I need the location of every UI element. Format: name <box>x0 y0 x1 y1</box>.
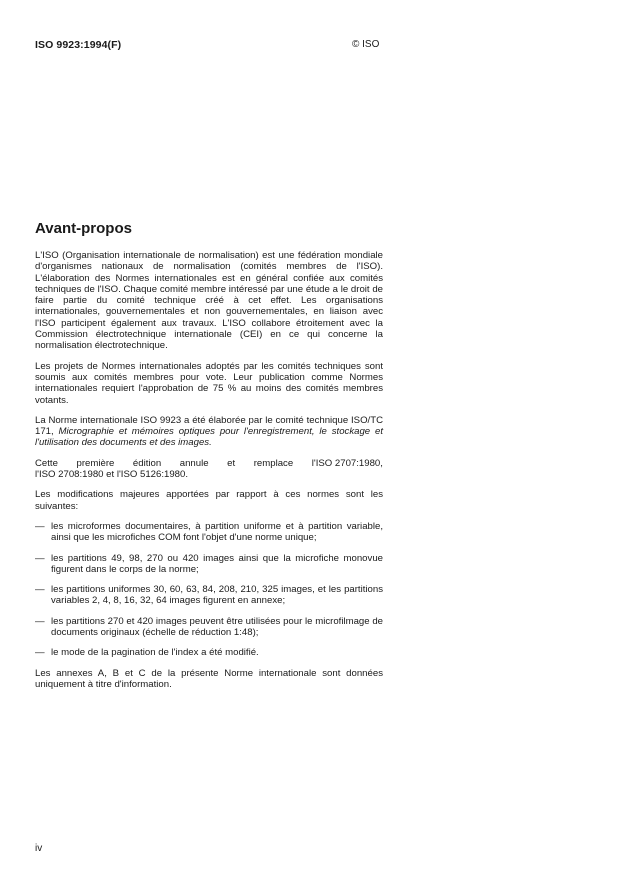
edition-word: annule <box>179 457 209 469</box>
edition-word: première <box>76 457 115 469</box>
edition-word: édition <box>132 457 162 469</box>
list-item <box>35 584 383 607</box>
paragraph-technical-committee <box>35 415 383 449</box>
list-item <box>35 616 383 639</box>
paragraph-annexes: Les annexes A, B et C de la présente Norme internationale sont données uniquement à titre d'information. <box>35 667 383 690</box>
edition-first-line <box>35 458 383 469</box>
edition-word: et <box>227 457 236 469</box>
dash-marker: — <box>35 552 45 564</box>
paragraph-iso-organisation: L'ISO (Organisation internationale de normalisation) est une fédération mondiale d'organismes nationaux de normalisation (comités membres de l'ISO). L'élaboration des Normes internationales est en général confiée aux comités techniques de l'ISO. Chaque comité membre intéressé par une étude a le droit de faire partie du comité technique créé à cet effet. Les organisations internationales, gouvernementales et non gouvernementales, en liaison avec l'ISO participent également aux travaux. L'ISO collabore étroitement avec la Commission électrotechnique internationale (CEI) en ce qui concerne la normalisation électrotechnique. <box>35 250 383 352</box>
list-item <box>35 553 383 576</box>
committee-text: La Norme internationale ISO 9923 a été élaborée par le comité technique ISO/TC 171, <box>35 414 383 438</box>
paragraph-edition <box>35 458 383 481</box>
list-item-text: les microformes documentaires, à partition uniforme et à partition variable, ainsi que les microfiches COM font l'objet d'une norme unique; <box>51 520 383 544</box>
document-body <box>35 250 383 699</box>
edition-second-line: l'ISO 2708:1980 et l'ISO 5126:1980. <box>35 469 189 481</box>
paragraph-modifications: Les modifications majeures apportées par rapport à ces normes sont les suivantes: <box>35 489 383 512</box>
modifications-list <box>35 521 383 659</box>
dash-marker: — <box>35 615 45 627</box>
paragraph-draft-standards: Les projets de Normes internationales adoptés par les comités techniques sont soumis aux comités membres pour vote. Leur publication comme Normes internationales requiert l'approbation de 75 % au moins des comités membres votants. <box>35 360 383 406</box>
committee-title: Micrographie et mémoires optiques pour l'enregistrement, le stockage et l'utilisation des documents et des images. <box>35 426 383 449</box>
list-item-text: le mode de la pagination de l'index a été modifié. <box>51 647 259 659</box>
dash-marker: — <box>35 584 45 596</box>
edition-word: l'ISO 2707:1980, <box>311 457 383 469</box>
page-number: iv <box>35 843 43 854</box>
list-item <box>35 647 383 658</box>
list-item <box>35 521 383 544</box>
section-title: Avant-propos <box>35 220 132 237</box>
edition-word: remplace <box>253 457 294 469</box>
list-item-text: les partitions 49, 98, 270 ou 420 images ainsi que la microfiche monovue figurent dans le corps de la norme; <box>51 552 383 575</box>
list-item-text: les partitions uniformes 30, 60, 63, 84, 208, 210, 325 images, et les partitions variables 2, 4, 8, 16, 32, 64 images figurent en annexe; <box>51 584 383 607</box>
copyright-notice: © ISO <box>352 39 380 50</box>
edition-word: Cette <box>35 457 58 469</box>
dash-marker: — <box>35 520 45 532</box>
dash-marker: — <box>35 647 45 659</box>
standard-reference: ISO 9923:1994(F) <box>35 39 122 51</box>
list-item-text: les partitions 270 et 420 images peuvent être utilisées pour le microfilmage de documents originaux (échelle de réduction 1:48); <box>51 615 383 639</box>
